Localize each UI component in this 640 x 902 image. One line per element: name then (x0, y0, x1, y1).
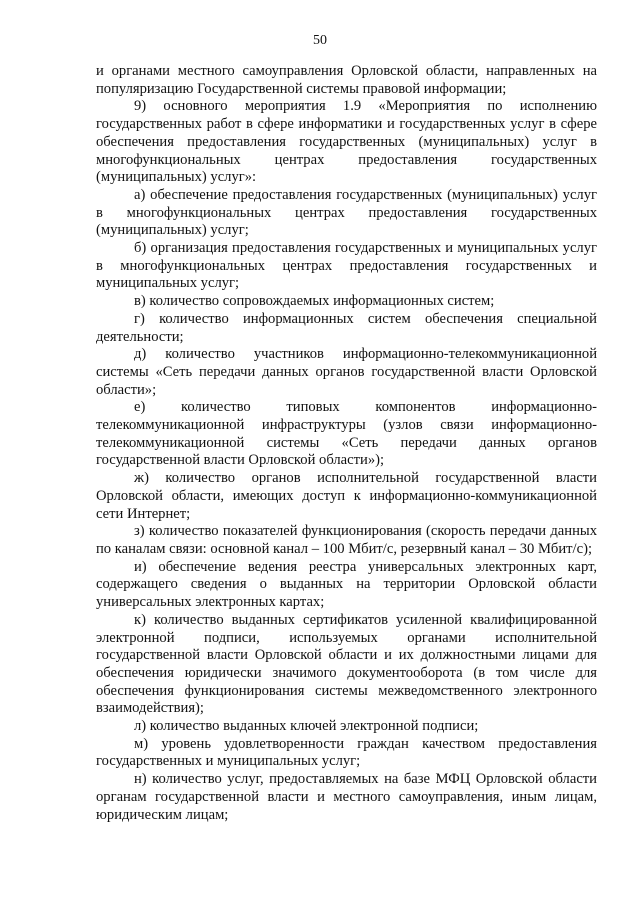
paragraph-item-e: е) количество типовых компонентов информационно-телекоммуникационной инфраструктуры (узлов связи информационно-телекоммуникационной системы «Сеть передачи данных органов государственной власти Орловской области»); (96, 399, 597, 469)
paragraph-item-d: д) количество участников информационно-телекоммуникационной системы «Сеть передачи данных органов государственной власти Орловской области»; (96, 346, 597, 398)
paragraph-item-k: к) количество выданных сертификатов усиленной квалифицированной электронной подписи, используемых органами исполнительной государственной власти Орловской области и их должностными лицами для обеспечения юридически значимого документооборота (в том числе для обеспечения функционирования системы межведомственного электронного взаимодействия); (96, 611, 597, 717)
paragraph-item-a: а) обеспечение предоставления государственных (муниципальных) услуг в многофункциональных центрах предоставления государственных (муниципальных) услуг; (96, 186, 597, 239)
paragraph-item-i: и) обеспечение ведения реестра универсальных электронных карт, содержащего сведения о выданных на территории Орловской области универсальных электронных картах; (96, 558, 597, 611)
paragraph-item-v: в) количество сопровождаемых информационных систем; (134, 293, 495, 310)
paragraph-item-b: б) организация предоставления государственных и муниципальных услуг в многофункциональных центрах предоставления государственных и муниципальных услуг; (96, 240, 597, 292)
paragraph-item-m: м) уровень удовлетворенности граждан качеством предоставления государственных и муниципальных услуг; (96, 735, 597, 770)
paragraph-item-l: л) количество выданных ключей электронной подписи; (134, 718, 479, 735)
paragraph-item-z: з) количество показателей функционирования (скорость передачи данных по каналам связи: основной канал – 100 Мбит/с, резервный канал – 30 Мбит/с); (96, 523, 597, 557)
paragraph-item-zh: ж) количество органов исполнительной государственной власти Орловской области, имеющих доступ к информационно-коммуникационной сети Интернет; (96, 470, 597, 522)
paragraph-item-n: н) количество услуг, предоставляемых на базе МФЦ Орловской области органам государственной власти и местного самоуправления, иным лицам, юридическим лицам; (96, 771, 597, 823)
paragraph-item-9: 9) основного мероприятия 1.9 «Мероприятия по исполнению государственных работ в сфере информатики и государственных услуг в сфере обеспечения предоставления государственных (муниципальных) услуг в многофункциональных центрах предоставления государственных (муниципальных) услуг»: (96, 98, 597, 186)
paragraph-item-g: г) количество информационных систем обеспечения специальной деятельности; (96, 310, 597, 345)
paragraph-continuation: и органами местного самоуправления Орловской области, направленных на популяризацию Государственной системы правовой информации; (96, 63, 597, 97)
document-body (96, 63, 597, 824)
page-number: 50 (313, 33, 327, 48)
